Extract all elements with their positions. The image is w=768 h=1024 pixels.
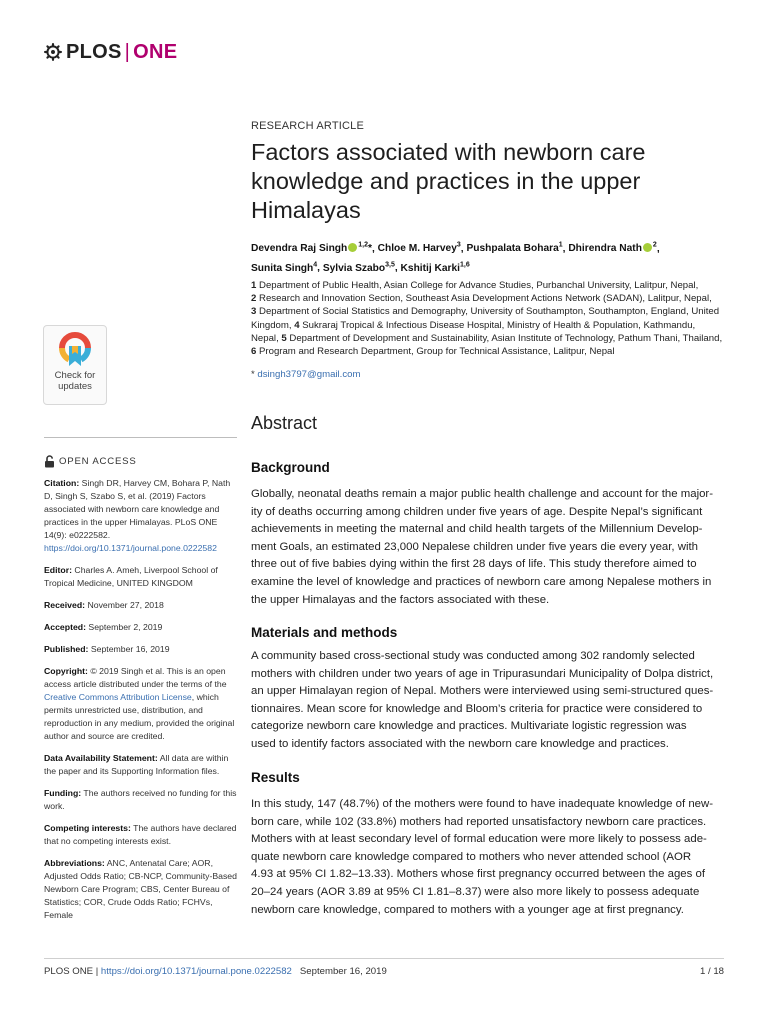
author[interactable]: Sylvia Szabo$^{3,5}$ <box>322 261 395 274</box>
text-line: the upper Himalayas and the factors associated with these. <box>251 593 550 606</box>
corresponding-contact <box>251 369 725 380</box>
text-line: examine the level of knowledge and practices of newborn care among Nepalese mothers in <box>251 575 712 588</box>
affiliation-text: Sukraraj Tropical & Infectious Disease Hospital, Ministry of Health & Population, Kathmandu, Nepal, <box>251 319 696 344</box>
text-line: A community based cross-sectional study was conducted among 302 randomly selected <box>251 650 695 662</box>
footer-separator: | <box>95 966 99 977</box>
text-line: an upper Himalayan region of Nepal. Mothers were interviewed using semi-structured ques- <box>251 685 714 698</box>
article-info-sidebar <box>44 455 239 931</box>
affiliation-number: 1 <box>251 280 257 291</box>
text-line: Mothers with at least secondary level of formal education were more likely to possess ade- <box>251 833 707 846</box>
affiliation-number: 6 <box>251 346 257 358</box>
affiliation-number: 5 <box>281 332 287 344</box>
affiliation-number: 2 <box>251 293 257 305</box>
logo-one-text: ONE <box>133 40 178 63</box>
journal-logo[interactable] <box>44 40 177 64</box>
results-heading: Results <box>251 770 300 785</box>
affiliation-number: 3 <box>251 306 257 318</box>
footer-date: September 16, 2019 <box>299 966 387 977</box>
affiliation-number: 4 <box>294 319 300 331</box>
text-line: mothers with children under two years of age in Tripurasundari Municipality of Dolpa district, <box>251 667 714 680</box>
author-list: Devendra Raj Singh $^{1,2}$*, Chloe M. Harvey$^3$, Pushpalata Bohara$^1$, Dhirendra Nath $^2$, Sunita Singh$^4$, Sylvia Szabo$^{3,5}$, Kshitij Karki$^{1,6}$ <box>251 242 660 274</box>
affiliations <box>251 279 725 358</box>
data-availability-block: Data Availability Statement: All data are within the paper and its Supporting Information files. <box>44 753 229 776</box>
footer-doi-link[interactable]: https://doi.org/10.1371/journal.pone.0222582 <box>100 966 292 977</box>
text-line: tionnaires. Mean score for knowledge and Bloom’s criteria for practice were considered to <box>251 702 703 715</box>
affiliation-text: Department of Public Health, Asian College for Advance Studies, Purbanchal University, Lalitpur, Nepal, <box>259 280 699 291</box>
footer-journal: PLOS ONE <box>44 966 94 977</box>
author[interactable]: Sunita Singh$^4$ <box>251 261 318 274</box>
author[interactable]: Kshitij Karki$^{1,6}$ <box>400 261 470 274</box>
methods-heading: Materials and methods <box>251 625 398 640</box>
contact-email-link[interactable]: dsingh3797@gmail.com <box>257 369 361 380</box>
published-date: Published: September 16, 2019 <box>44 644 170 654</box>
text-line: ment Goals, an estimated 23,000 Nepalese children under five years die every year, with <box>251 540 699 553</box>
article-title <box>251 138 725 225</box>
text-line: 4.93 at 95% CI 1.82–13.33). Mothers whose first pregnancy occurred between the ages of <box>251 868 705 881</box>
editor-block: Editor: Charles A. Ameh, Liverpool School of Tropical Medicine, UNITED KINGDOM <box>44 565 218 588</box>
text-line: achievements in meeting the maternal and child health targets of the Millennium Develop- <box>251 523 703 536</box>
orcid-icon[interactable] <box>348 243 357 252</box>
corresponding-marker: * <box>251 369 255 380</box>
article-type: RESEARCH ARTICLE <box>251 120 365 132</box>
text-line: In this study, 147 (48.7%) of the mothers were found to have inadequate knowledge of new- <box>251 798 714 810</box>
affiliation-text: Department of Social Statistics and Demography, University of Southampton, Southampton, England, United Kingdom, <box>251 306 720 331</box>
funding-block: Funding: The authors received no funding for this work. <box>44 788 237 811</box>
text-line: Globally, neonatal deaths remain a major public health challenge and account for the major- <box>251 488 714 500</box>
text-line: born care, while 102 (33.8%) mothers had reported unsatisfactory newborn care practices. <box>251 815 707 828</box>
text-line: quate newborn care knowledge compared to mothers who never attended school (AOR <box>251 850 692 863</box>
received-date: Received: November 27, 2018 <box>44 600 164 610</box>
open-lock-icon <box>44 455 55 468</box>
abstract-heading: Abstract <box>251 413 318 433</box>
logo-plos-text: PLOS <box>66 40 122 63</box>
results-paragraph <box>251 796 725 919</box>
background-heading: Background <box>251 460 330 475</box>
text-line: ity of deaths occurring among children under five years of age. Despite Nepal’s significant <box>251 505 703 518</box>
page-footer <box>44 966 724 977</box>
abbreviations-block: Abbreviations: ANC, Antenatal Care; AOR, Adjusted Odds Ratio; CB-NCP, Community-Based Newborn Care Program; CBS, Center Bureau of Statistics; COR, Crude Odds Ratio; FCHVs, Female <box>44 858 237 920</box>
affiliation-text: Research and Innovation Section, Southeast Asia Development Actions Network (SADAN), Lalitpur, Nepal, <box>259 293 712 305</box>
title-line: knowledge and practices in the upper <box>251 168 641 194</box>
affiliation-text: Department of Development and Sustainability, Asian Institute of Technology, Pathum Thani, Thailand, <box>289 332 723 344</box>
author[interactable]: Dhirendra Nath $^2$ <box>568 242 657 255</box>
accepted-date: Accepted: September 2, 2019 <box>44 622 163 632</box>
title-line: Factors associated with newborn care <box>251 139 646 165</box>
crossmark-icon <box>59 332 91 368</box>
background-paragraph <box>251 486 725 609</box>
text-line: categorize newborn care knowledge and practices. Multivariate logistic regression was <box>251 720 687 733</box>
text-line: newborn care knowledge, compared to mothers with a younger age at first pregnancy. <box>251 903 684 916</box>
text-line: three out of five babies dying within the first 28 days of life. This study therefore aimed to <box>251 558 697 571</box>
affiliation-text: Program and Research Department, Group for Technical Assistance, Lalitpur, Nepal <box>259 346 615 358</box>
competing-interests-block: Competing interests: The authors have declared that no competing interests exist. <box>44 823 237 846</box>
orcid-icon[interactable] <box>643 243 652 252</box>
footer-divider <box>44 958 724 959</box>
sidebar-divider <box>44 437 237 438</box>
copyright-block: Copyright: © 2019 Singh et al. This is an open access article distributed under the terms of the Creative Commons Attribution License, which permits unrestricted use, distribution, and reproduction in any medium, provided the original author and source are credited. <box>44 666 235 741</box>
methods-paragraph <box>251 648 725 754</box>
author[interactable]: Chloe M. Harvey$^3$ <box>377 242 461 255</box>
logo-separator: | <box>124 40 131 63</box>
page-number: 1 / 18 <box>699 966 724 977</box>
cc-license-link[interactable]: Creative Commons Attribution License <box>44 692 192 702</box>
text-line: used to identify factors associated with the newborn care knowledge and practices. <box>251 737 669 750</box>
open-access-label: OPEN ACCESS <box>44 455 239 468</box>
text-line: 20–24 years (AOR 3.89 at 95% CI 1.81–8.37) were also more likely to possess adequate <box>251 885 700 898</box>
citation-block: Citation: Singh DR, Harvey CM, Bohara P, Nath D, Singh S, Szabo S, et al. (2019) Factors associated with newborn care knowledge and practices in the upper Himalayas. PLoS ONE 14(9): e0222582. https://doi.org/10.1371/journal.pone.0222582 <box>44 478 231 553</box>
author[interactable]: Pushpalata Bohara$^1$ <box>466 242 563 255</box>
plos-gear-icon <box>44 43 62 61</box>
check-for-updates-badge[interactable] <box>43 325 107 405</box>
author[interactable]: Devendra Raj Singh $^{1,2}$* <box>251 242 372 255</box>
title-line: Himalayas <box>251 197 361 223</box>
check-updates-label: Check for updates <box>54 370 96 392</box>
citation-doi-link[interactable]: https://doi.org/10.1371/journal.pone.0222582 <box>44 543 217 553</box>
